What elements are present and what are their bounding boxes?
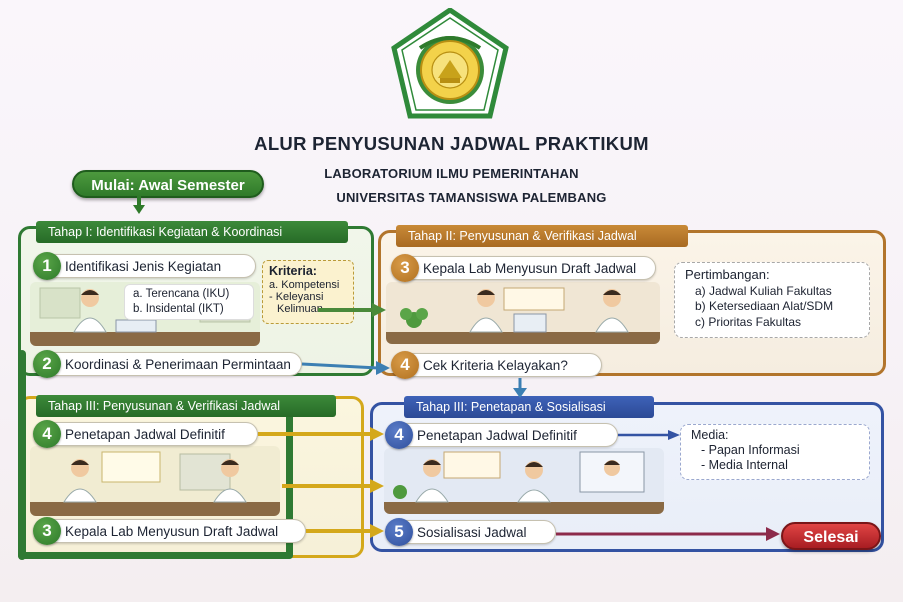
page-title: ALUR PENYUSUNAN JADWAL PRAKTIKUM <box>254 133 649 154</box>
step2-coordination <box>34 352 302 376</box>
activity-type-incidental: b. Insidental (IKT) <box>133 303 224 315</box>
criteria-item: - Keleyansi <box>269 291 324 303</box>
media-item: - Media Internal <box>701 458 788 472</box>
start-arrow-icon <box>133 196 145 214</box>
consideration-item: b) Ketersediaan Alat/SDM <box>695 299 834 313</box>
step-label: Penetapan Jadwal Definitif <box>65 426 225 442</box>
considerations-title: Pertimbangan: <box>685 267 770 282</box>
step-number: 1 <box>33 252 61 280</box>
start-pill: Mulai: Awal Semester <box>72 170 264 198</box>
step3-draft-schedule-repeat <box>34 519 306 543</box>
page-subtitle-university: UNIVERSITAS TAMANSISWA PALEMBANG <box>336 190 607 205</box>
end-pill: Selesai <box>781 522 881 550</box>
step-number: 4 <box>391 351 419 379</box>
stage1-header: Tahap I: Identifikasi Kegiatan & Koordinasi <box>36 221 348 243</box>
flow-line-left <box>18 350 26 560</box>
stage4-header: Tahap III: Penetapan & Sosialisasi <box>404 396 654 418</box>
university-logo <box>390 8 510 120</box>
stage3-header: Tahap III: Penyusunan & Verifikasi Jadwal <box>36 395 336 417</box>
step4-check-criteria <box>392 353 602 377</box>
criteria-item: a. Kompetensi <box>269 279 340 291</box>
step-number: 4 <box>33 420 61 448</box>
meeting-scene-illustration <box>30 446 280 516</box>
step-label: Identifikasi Jenis Kegiatan <box>65 258 222 274</box>
stage2-header: Tahap II: Penyusunan & Verifikasi Jadwal <box>396 225 688 247</box>
step-number: 4 <box>385 421 413 449</box>
drafting-scene-illustration <box>386 282 660 344</box>
step-number: 3 <box>33 517 61 545</box>
step4-final-schedule <box>386 423 618 447</box>
step-number: 5 <box>385 518 413 546</box>
step-label: Cek Kriteria Kelayakan? <box>423 357 568 373</box>
presentation-scene-illustration <box>384 448 664 514</box>
step-number: 3 <box>391 254 419 282</box>
step-number: 2 <box>33 350 61 378</box>
criteria-item: Kelimuan <box>277 303 323 315</box>
step4-define-schedule <box>34 422 258 446</box>
step-label: Sosialisasi Jadwal <box>417 524 527 540</box>
activity-type-planned: a. Terencana (IKU) <box>133 288 230 300</box>
step-label: Kepala Lab Menyusun Draft Jadwal <box>65 523 279 539</box>
activity-types-box <box>124 284 254 320</box>
step-label: Koordinasi & Penerimaan Permintaan <box>65 356 291 372</box>
media-box <box>680 424 870 480</box>
media-title: Media: <box>691 428 729 442</box>
step-label: Penetapan Jadwal Definitif <box>417 427 577 443</box>
criteria-title: Kriteria: <box>269 264 317 278</box>
media-item: - Papan Informasi <box>701 443 800 457</box>
consideration-item: a) Jadwal Kuliah Fakultas <box>695 283 832 298</box>
consideration-item: c) Prioritas Fakultas <box>695 314 802 329</box>
step-label: Kepala Lab Menyusun Draft Jadwal <box>423 260 637 276</box>
criteria-box <box>262 260 354 324</box>
step1-identify-activity <box>34 254 256 278</box>
step5-socialization <box>386 520 556 544</box>
flow-line-bottom <box>18 552 293 559</box>
considerations-box <box>674 262 870 338</box>
step3-draft-schedule <box>392 256 656 280</box>
page-subtitle-lab: LABORATORIUM ILMU PEMERINTAHAN <box>324 166 579 181</box>
